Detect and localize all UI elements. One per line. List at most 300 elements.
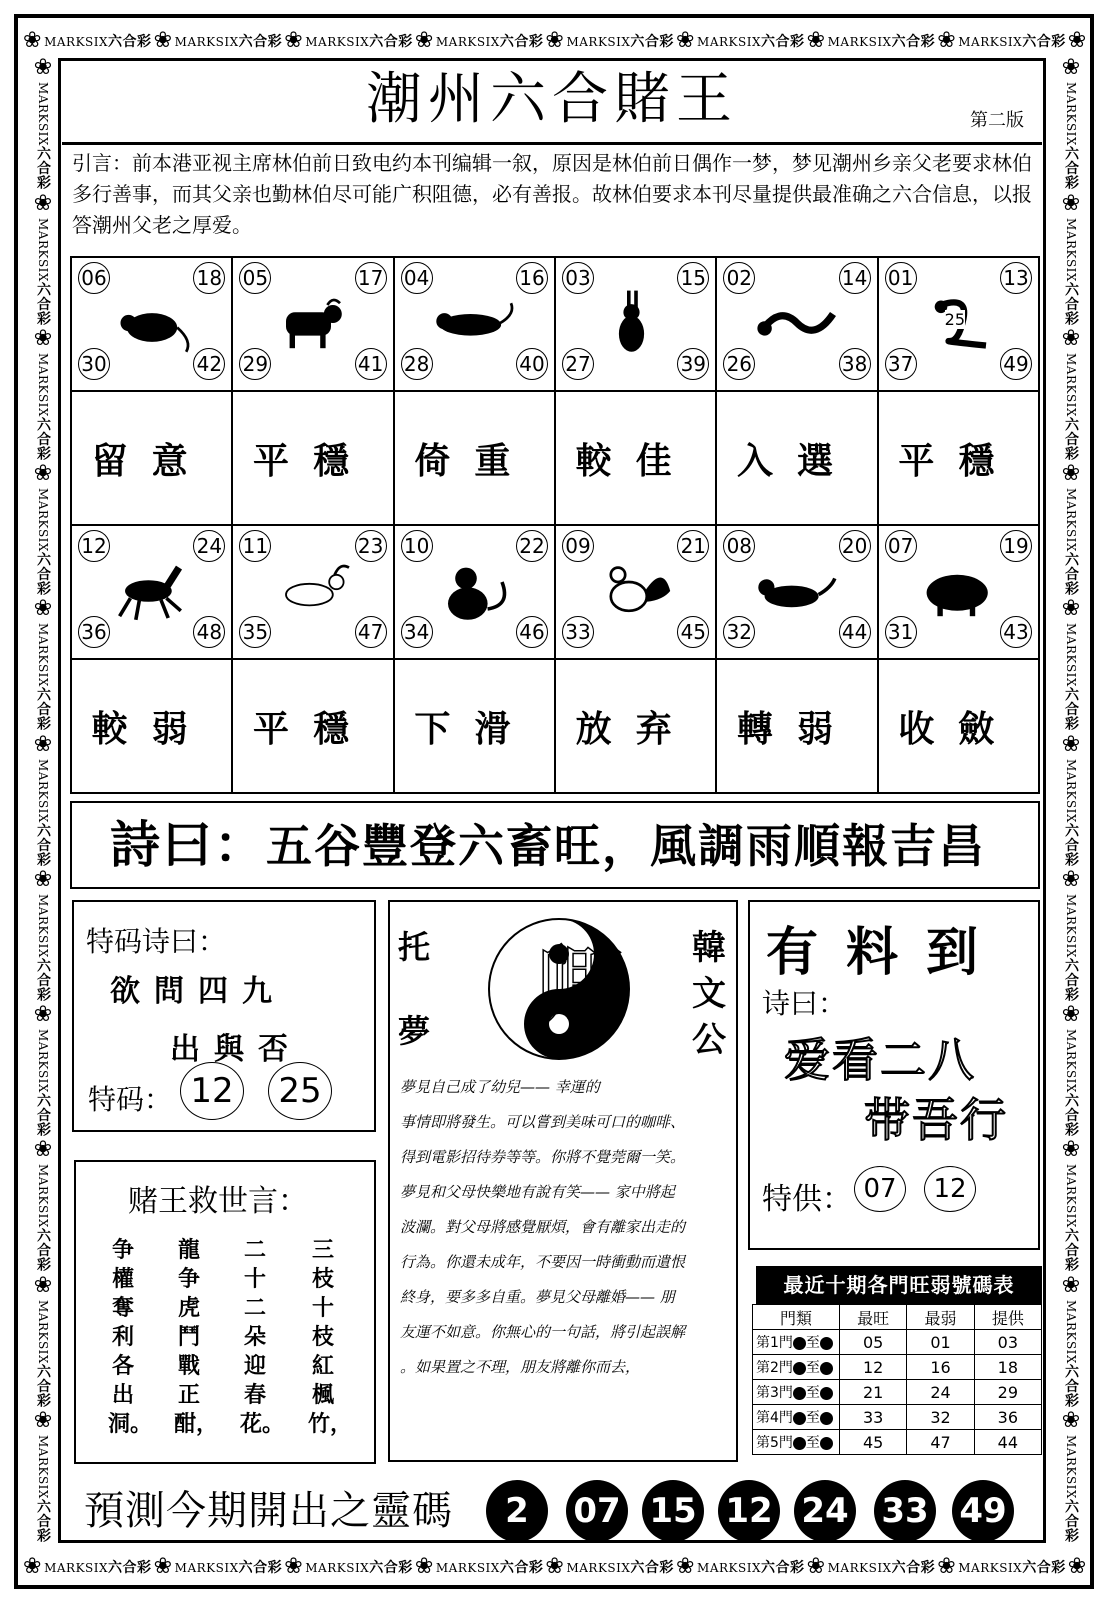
material-poem-label: 诗曰： [762, 987, 847, 1020]
watermark-cn: 六合彩 [238, 34, 283, 50]
material-offer-2: 12 [924, 1166, 976, 1212]
zodiac-number: 24 [193, 530, 225, 562]
stats-min: 32 [907, 1405, 974, 1430]
pig-icon [914, 551, 1004, 631]
zodiac-verdict: 平穩 [232, 659, 393, 793]
saying-col-4: 三枝十枝紅楓竹， [308, 1238, 353, 1437]
watermark-en: MARKSIX [1064, 758, 1078, 823]
zodiac-number: 38 [839, 348, 871, 380]
dot-icon [820, 1362, 833, 1375]
flower-icon: ❀ [806, 28, 826, 53]
zodiac-number: 04 [401, 262, 433, 294]
watermark-text [33, 1435, 53, 1542]
page-title: 潮州六合賭王 [366, 67, 738, 132]
watermark-cn: 六合彩 [1063, 1093, 1079, 1137]
watermark-en: MARKSIX [36, 623, 50, 688]
zodiac-number: 46 [516, 616, 548, 648]
watermark-text [175, 31, 282, 51]
stats-max: 21 [840, 1380, 907, 1405]
zodiac-number: 28 [401, 348, 433, 380]
watermark-strip-top [22, 24, 1088, 58]
stats-row [753, 1330, 1042, 1355]
watermark-text [33, 623, 53, 730]
watermark-text [44, 31, 151, 51]
zodiac-number: 41 [355, 348, 387, 380]
zodiac-number: 32 [723, 616, 755, 648]
zodiac-cell-horse [71, 525, 232, 659]
stats-header-max: 最旺 [840, 1305, 907, 1330]
watermark-cn: 六合彩 [35, 552, 51, 596]
watermark-cn: 六合彩 [35, 146, 51, 190]
stats-door-cell [753, 1405, 840, 1430]
watermark-en: MARKSIX [36, 1164, 50, 1229]
stats-row [753, 1405, 1042, 1430]
zodiac-number: 11 [239, 530, 271, 562]
zodiac-number: 02 [723, 262, 755, 294]
dream-line: 。如果置之不理，朋友將離你而去， [400, 1358, 641, 1376]
flower-icon: ❀ [1067, 1554, 1087, 1579]
watermark-en: MARKSIX [1064, 217, 1078, 282]
watermark-en: MARKSIX [1064, 352, 1078, 417]
saying-col-1: 争權奪利各出洞。 [108, 1238, 153, 1437]
ox-icon [268, 283, 358, 363]
watermark-cn: 六合彩 [1063, 281, 1079, 326]
flower-icon: ❀ [1061, 325, 1081, 351]
stats-door: 第3門 [756, 1385, 793, 1401]
flower-icon: ❀ [1061, 866, 1081, 892]
watermark-strip-right [1054, 56, 1088, 1544]
zodiac-number: 17 [355, 262, 387, 294]
flower-icon: ❀ [33, 1137, 53, 1163]
dream-line: 得到電影招待券等等。你將不覺莞爾一笑。 [400, 1148, 686, 1166]
watermark-en: MARKSIX [566, 1561, 631, 1575]
watermark-en: MARKSIX [1064, 488, 1078, 553]
stats-offer: 36 [974, 1405, 1041, 1430]
edition-label: 第二版 [970, 110, 1024, 131]
stats-door: 第1門 [756, 1335, 793, 1351]
flower-icon: ❀ [1061, 596, 1081, 622]
stats-door: 第5門 [756, 1435, 793, 1451]
stats-max: 12 [840, 1355, 907, 1380]
watermark-text [33, 82, 53, 189]
special-code-1: 12 [180, 1062, 244, 1120]
prediction-ball: 24 [794, 1480, 856, 1542]
zodiac-number: 29 [239, 348, 271, 380]
zodiac-number: 34 [401, 616, 433, 648]
stats-row [753, 1430, 1042, 1455]
zodiac-number: 42 [193, 348, 225, 380]
prediction-ball: 12 [718, 1480, 780, 1542]
zodiac-cell-pig [878, 525, 1039, 659]
watermark-en: MARKSIX [1064, 1434, 1078, 1499]
watermark-en: MARKSIX [958, 1561, 1023, 1575]
stats-title: 最近十期各門旺弱號碼表 [756, 1266, 1042, 1304]
stats-row [753, 1380, 1042, 1405]
watermark-cn: 六合彩 [1063, 1498, 1079, 1543]
zodiac-cell-monkey [394, 525, 555, 659]
zodiac-number: 09 [562, 530, 594, 562]
stats-offer: 18 [974, 1355, 1041, 1380]
watermark-en: MARKSIX [174, 35, 239, 49]
zodiac-number: 36 [78, 616, 110, 648]
watermark-text [436, 31, 543, 51]
watermark-text [33, 894, 53, 1001]
saying-box [74, 1160, 376, 1464]
watermark-text [305, 1557, 412, 1577]
stats-to: 至 [805, 1435, 820, 1451]
special-poem-line2: 出與否 [170, 1032, 302, 1067]
watermark-cn: 六合彩 [1063, 1363, 1079, 1408]
zodiac-cell-ox [232, 257, 393, 391]
flower-icon: ❀ [284, 28, 304, 53]
flower-icon: ❀ [284, 1554, 304, 1579]
material-offer-label: 特供： [762, 1182, 852, 1217]
zodiac-verdict: 下滑 [394, 659, 555, 793]
dream-right-char-1: 韓 [692, 928, 726, 968]
zodiac-number: 14 [839, 262, 871, 294]
flower-icon: ❀ [545, 1554, 565, 1579]
horse-icon [107, 551, 197, 631]
watermark-text [828, 1557, 935, 1577]
watermark-cn: 六合彩 [1022, 34, 1066, 50]
stats-to: 至 [805, 1335, 820, 1351]
watermark-en: MARKSIX [36, 352, 50, 417]
watermark-cn: 六合彩 [1063, 146, 1079, 190]
zodiac-number: 13 [1000, 262, 1032, 294]
flower-icon: ❀ [1061, 1272, 1081, 1298]
material-box [748, 900, 1040, 1250]
prediction-ball: 33 [874, 1480, 936, 1542]
zodiac-cell-goat [232, 525, 393, 659]
intro-text: 引言：前本港亚视主席林伯前日致电约本刊编辑一叙，原因是林伯前日偶作一梦，梦见潮州乡亲父老要求林伯多行善事，而其父亲也勤林伯尽可能广积阻德，必有善报。故林伯要求本刊尽量提供最准确之六合信息，以报答潮州父老之厚爱。 [72, 151, 1032, 237]
poem-text: 五谷豐登六畜旺，風調雨順報吉昌 [266, 819, 986, 873]
flower-icon: ❀ [33, 56, 53, 81]
divider [62, 142, 1042, 145]
watermark-cn: 六合彩 [108, 1560, 152, 1576]
watermark-text [1061, 82, 1081, 189]
zodiac-number: 30 [78, 348, 110, 380]
prediction-ball: 2 [486, 1480, 548, 1542]
zodiac-verdict: 較弱 [71, 659, 232, 793]
dot-icon [793, 1387, 806, 1400]
watermark-text [33, 218, 53, 325]
zodiac-cell-snake [878, 257, 1039, 391]
watermark-en: MARKSIX [566, 35, 631, 49]
watermark-en: MARKSIX [435, 35, 500, 49]
flower-icon: ❀ [33, 461, 53, 487]
zodiac-number: 49 [1000, 348, 1032, 380]
watermark-text [44, 1557, 151, 1577]
stats-header-min: 最弱 [907, 1305, 974, 1330]
watermark-text [1061, 894, 1081, 1001]
zodiac-number: 22 [516, 530, 548, 562]
watermark-text [175, 1557, 282, 1577]
stats-offer: 44 [974, 1430, 1041, 1455]
flower-icon: ❀ [937, 28, 957, 53]
zodiac-verdict: 平穩 [232, 391, 393, 525]
zodiac-verdict: 轉弱 [716, 659, 877, 793]
zodiac-number: 26 [723, 348, 755, 380]
dot-icon [793, 1412, 806, 1425]
flower-icon: ❀ [23, 1554, 42, 1579]
watermark-cn: 六合彩 [499, 1560, 544, 1576]
zodiac-number: 18 [193, 262, 225, 294]
watermark-en: MARKSIX [1064, 623, 1078, 688]
watermark-cn: 六合彩 [630, 1560, 674, 1576]
special-poem-line1: 欲問四九 [110, 974, 286, 1009]
zodiac-verdict: 收斂 [878, 659, 1039, 793]
zodiac-number: 07 [885, 530, 917, 562]
goat-icon [268, 551, 358, 631]
stats-min: 01 [907, 1330, 974, 1355]
prediction-ball: 49 [952, 1480, 1014, 1542]
watermark-text [1061, 623, 1081, 730]
rat-icon [107, 283, 197, 363]
watermark-en: MARKSIX [827, 35, 892, 49]
special-code-2: 25 [268, 1062, 332, 1120]
watermark-cn: 六合彩 [35, 416, 51, 461]
watermark-text [1061, 1164, 1081, 1271]
watermark-text [1061, 1300, 1081, 1407]
zodiac-number: 43 [1000, 616, 1032, 648]
watermark-cn: 六合彩 [1022, 1560, 1066, 1576]
flower-icon: ❀ [33, 596, 53, 622]
flower-icon: ❀ [676, 1554, 695, 1579]
zodiac-extra-number: 25 [944, 310, 965, 329]
material-line2: 带吾行 [864, 1093, 1008, 1147]
watermark-text [33, 1164, 53, 1271]
watermark-text [1061, 1435, 1081, 1542]
watermark-text [697, 1557, 804, 1577]
zodiac-verdict: 入選 [716, 391, 877, 525]
watermark-en: MARKSIX [36, 1434, 50, 1499]
special-poem-title: 特码诗曰： [86, 925, 227, 958]
flower-icon: ❀ [23, 28, 42, 53]
dream-line: 夢見自己成了幼兒—— 幸運的 [400, 1078, 600, 1096]
zodiac-verdict: 倚重 [394, 391, 555, 525]
stats-door-cell [753, 1430, 840, 1455]
dream-box [388, 900, 738, 1462]
watermark-strip-left [26, 56, 60, 1544]
stats-door: 第2門 [756, 1360, 793, 1376]
watermark-en: MARKSIX [1064, 1164, 1078, 1229]
dot-icon [793, 1337, 806, 1350]
watermark-en: MARKSIX [44, 1561, 109, 1575]
flower-icon: ❀ [153, 1554, 173, 1579]
dream-left-char-1: 托 [398, 928, 431, 966]
watermark-text [436, 1557, 543, 1577]
watermark-text [1061, 218, 1081, 325]
dot-icon [820, 1437, 833, 1450]
zodiac-number: 03 [562, 262, 594, 294]
zodiac-number: 12 [78, 530, 110, 562]
zodiac-cell-tiger [394, 257, 555, 391]
stats-offer: 29 [974, 1380, 1041, 1405]
rooster-icon [591, 551, 681, 631]
zodiac-number: 15 [677, 262, 709, 294]
flower-icon: ❀ [33, 1407, 53, 1433]
watermark-en: MARKSIX [36, 893, 50, 958]
poem-label: 詩曰： [110, 816, 266, 874]
saying-title: 赌王救世言： [128, 1184, 308, 1219]
watermark-cn: 六合彩 [35, 957, 51, 1002]
watermark-text [1061, 1029, 1081, 1136]
dot-icon [793, 1362, 806, 1375]
yin-yang-icon [474, 914, 644, 1064]
flower-icon: ❀ [1061, 1137, 1081, 1163]
watermark-en: MARKSIX [36, 488, 50, 553]
flower-icon: ❀ [414, 1554, 434, 1579]
watermark-en: MARKSIX [697, 1561, 762, 1575]
watermark-cn: 六合彩 [891, 34, 936, 50]
zodiac-number: 39 [677, 348, 709, 380]
watermark-cn: 六合彩 [35, 1228, 51, 1272]
watermark-en: MARKSIX [174, 1561, 239, 1575]
watermark-en: MARKSIX [36, 1029, 50, 1094]
watermark-cn: 六合彩 [1063, 1228, 1079, 1272]
material-title: 有料到 [766, 923, 1007, 983]
stats-door: 第4門 [756, 1410, 793, 1426]
zodiac-number: 48 [193, 616, 225, 648]
dream-line: 波瀾。對父母將感覺厭煩，會有離家出走的 [400, 1218, 686, 1236]
zodiac-number: 01 [885, 262, 917, 294]
watermark-text [33, 759, 53, 866]
zodiac-cell-rooster [555, 525, 716, 659]
dot-icon [820, 1412, 833, 1425]
watermark-cn: 六合彩 [1063, 822, 1079, 867]
watermark-strip-bottom [22, 1550, 1088, 1584]
dream-right-char-2: 文 [692, 974, 726, 1014]
watermark-text [958, 1557, 1065, 1577]
monkey-icon [430, 551, 520, 631]
flower-icon: ❀ [806, 1554, 826, 1579]
special-poem-box [72, 900, 376, 1132]
watermark-cn: 六合彩 [1063, 552, 1079, 596]
stats-min: 16 [907, 1355, 974, 1380]
watermark-cn: 六合彩 [891, 1560, 936, 1576]
watermark-cn: 六合彩 [238, 1560, 283, 1576]
watermark-text [1061, 488, 1081, 595]
watermark-text [1061, 353, 1081, 460]
watermark-en: MARKSIX [435, 1561, 500, 1575]
zodiac-number: 19 [1000, 530, 1032, 562]
material-line1: 爱看二八 [784, 1033, 976, 1087]
zodiac-number: 31 [885, 616, 917, 648]
stats-max: 05 [840, 1330, 907, 1355]
zodiac-number: 16 [516, 262, 548, 294]
zodiac-grid [70, 256, 1040, 794]
watermark-text [697, 31, 804, 51]
stats-to: 至 [805, 1360, 820, 1376]
flower-icon: ❀ [937, 1554, 957, 1579]
watermark-cn: 六合彩 [761, 1560, 805, 1576]
watermark-en: MARKSIX [697, 35, 762, 49]
flower-icon: ❀ [33, 1002, 53, 1028]
flower-icon: ❀ [1061, 190, 1081, 216]
watermark-text [305, 31, 412, 51]
zodiac-number: 37 [885, 348, 917, 380]
dot-icon [793, 1437, 806, 1450]
watermark-en: MARKSIX [1064, 1299, 1078, 1364]
watermark-cn: 六合彩 [630, 34, 674, 50]
stats-min: 24 [907, 1380, 974, 1405]
stats-header-door: 門類 [753, 1305, 840, 1330]
stats-table [752, 1304, 1042, 1455]
dog-icon [752, 551, 842, 631]
zodiac-verdict: 平穩 [878, 391, 1039, 525]
watermark-en: MARKSIX [1064, 1029, 1078, 1094]
stats-offer: 03 [974, 1330, 1041, 1355]
dream-text [400, 1070, 730, 1385]
flower-icon: ❀ [153, 28, 173, 53]
stats-door-cell [753, 1355, 840, 1380]
watermark-text [33, 1029, 53, 1136]
flower-icon: ❀ [33, 325, 53, 351]
flower-icon: ❀ [33, 866, 53, 892]
watermark-en: MARKSIX [36, 217, 50, 282]
watermark-cn: 六合彩 [1063, 687, 1079, 731]
watermark-en: MARKSIX [36, 82, 50, 147]
watermark-en: MARKSIX [1064, 82, 1078, 147]
zodiac-number: 20 [839, 530, 871, 562]
dream-line: 友運不如意。你無心的一句話，將引起誤解 [400, 1323, 686, 1341]
zodiac-cell-rat [71, 257, 232, 391]
watermark-text [958, 31, 1065, 51]
flower-icon: ❀ [33, 190, 53, 216]
zodiac-number: 45 [677, 616, 709, 648]
zodiac-number: 08 [723, 530, 755, 562]
special-code-label: 特码： [88, 1083, 173, 1116]
flower-icon: ❀ [1061, 1407, 1081, 1433]
watermark-en: MARKSIX [36, 758, 50, 823]
zodiac-number: 44 [839, 616, 871, 648]
watermark-cn: 六合彩 [1063, 957, 1079, 1002]
watermark-cn: 六合彩 [1063, 416, 1079, 461]
watermark-text [1061, 759, 1081, 866]
flower-icon: ❀ [545, 28, 565, 53]
zodiac-number: 33 [562, 616, 594, 648]
zodiac-number: 10 [401, 530, 433, 562]
watermark-cn: 六合彩 [35, 1363, 51, 1408]
flower-icon: ❀ [1067, 28, 1087, 53]
watermark-cn: 六合彩 [35, 687, 51, 731]
flower-icon: ❀ [1061, 1002, 1081, 1028]
watermark-en: MARKSIX [305, 35, 370, 49]
zodiac-verdict: 留意 [71, 391, 232, 525]
flower-icon: ❀ [33, 731, 53, 757]
flower-icon: ❀ [1061, 731, 1081, 757]
zodiac-number: 35 [239, 616, 271, 648]
watermark-text [33, 1300, 53, 1407]
stats-door-cell [753, 1330, 840, 1355]
watermark-cn: 六合彩 [35, 1498, 51, 1543]
stats-max: 33 [840, 1405, 907, 1430]
watermark-cn: 六合彩 [761, 34, 805, 50]
zodiac-cell-rabbit [555, 257, 716, 391]
saying-col-3: 二十二朵迎春花。 [240, 1238, 285, 1437]
dragon-icon [752, 283, 842, 363]
flower-icon: ❀ [676, 28, 695, 53]
stats-header-offer: 提供 [974, 1305, 1041, 1330]
watermark-en: MARKSIX [827, 1561, 892, 1575]
prediction-ball: 15 [642, 1480, 704, 1542]
dot-icon [820, 1337, 833, 1350]
material-offer-1: 07 [854, 1166, 906, 1212]
flower-icon: ❀ [1061, 461, 1081, 487]
zodiac-number: 27 [562, 348, 594, 380]
dream-right-char-3: 公 [692, 1020, 726, 1060]
prediction-ball: 07 [566, 1480, 628, 1542]
